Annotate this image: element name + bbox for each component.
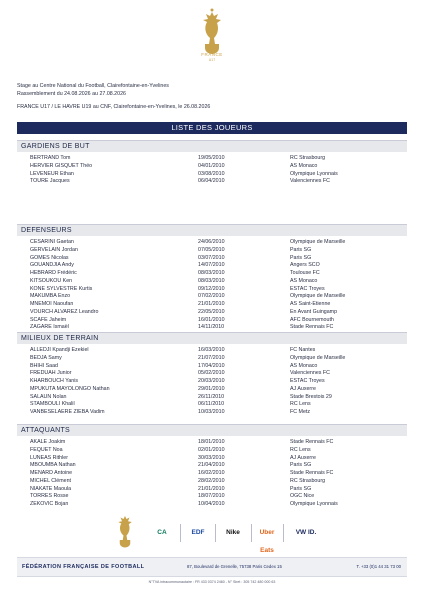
player-name: CESARINI Gaetan <box>30 239 74 245</box>
player-birthdate: 29/01/2010 <box>198 385 225 392</box>
player-club: AJ Auxerre <box>290 454 316 461</box>
player-birthdate: 10/03/2010 <box>198 409 225 415</box>
player-birthdate: 07/02/2010 <box>198 293 225 300</box>
section-header: MILIEUX DE TERRAIN <box>17 332 407 344</box>
player-name: HERVIER GISQUET Théo <box>30 162 93 169</box>
player-name: MICHEL Clément <box>30 477 72 484</box>
player-birthdate: 08/03/2010 <box>198 277 225 284</box>
federation-phone: T. +33 (0)1 44 31 73 00 <box>356 564 401 569</box>
rooster-icon <box>113 513 137 549</box>
player-name: MAKUMBA Enzo <box>30 293 71 300</box>
player-club: AFC Bournemouth <box>290 316 334 323</box>
player-name: AKALE Joakim <box>30 439 66 445</box>
player-birthdate: 26/11/2010 <box>198 393 225 400</box>
player-name: MBOUMBA Nathan <box>30 462 76 469</box>
player-club: OGC Nice <box>290 493 315 500</box>
sponsor-divider <box>215 524 216 542</box>
sponsor-divider <box>180 524 181 542</box>
player-birthdate: 22/05/2010 <box>198 308 225 315</box>
player-club: AS Saint-Etienne <box>290 301 331 307</box>
player-club: Olympique de Marseille <box>290 354 346 361</box>
player-birthdate: 21/04/2010 <box>198 462 225 469</box>
player-club: Stade Rennais FC <box>290 470 334 476</box>
player-birthdate: 16/02/2010 <box>198 470 225 476</box>
player-birthdate: 28/02/2010 <box>198 477 225 484</box>
player-birthdate: 16/01/2010 <box>198 316 225 323</box>
player-name: GOMES Nicolas <box>30 254 69 261</box>
player-birthdate: 18/01/2010 <box>198 439 225 445</box>
player-club: ESTAC Troyes <box>290 285 325 292</box>
player-club: RC Lens <box>290 446 311 453</box>
player-birthdate: 09/12/2010 <box>198 285 225 292</box>
section-header: GARDIENS DE BUT <box>17 140 407 152</box>
sponsor-divider <box>251 524 252 542</box>
player-club: RC Strasbourg <box>290 477 326 484</box>
player-birthdate: 03/07/2010 <box>198 254 225 261</box>
player-club: FC Metz <box>290 409 311 415</box>
player-club: RC Strasbourg <box>290 155 326 161</box>
player-club: Paris SG <box>290 254 312 261</box>
player-club: AJ Auxerre <box>290 385 316 392</box>
player-name: BHIHI Saad <box>30 362 58 369</box>
player-name: KHARBOUCH Yanis <box>30 378 79 384</box>
stage-line: Stage au Centre National du Football, Clairefontaine-en-Yvelines <box>17 83 169 89</box>
player-name: BERTRAND Tom <box>30 155 71 161</box>
player-birthdate: 06/11/2010 <box>198 401 225 408</box>
section-header: DEFENSEURS <box>17 224 407 236</box>
player-birthdate: 30/03/2010 <box>198 454 225 461</box>
player-name: KITSOUKOU Ken <box>30 277 73 284</box>
player-name: ZEKOVIC Bojan <box>30 501 69 507</box>
player-birthdate: 18/07/2010 <box>198 493 225 500</box>
sponsor-logo: CA <box>157 529 167 536</box>
player-club: RC Lens <box>290 401 311 408</box>
player-name: MNEMOI Naoufan <box>30 301 74 307</box>
player-name: FEQUET Noa <box>30 446 63 453</box>
player-name: LEVENEUR Ethan <box>30 170 74 177</box>
player-name: LUNEAS Rithler <box>30 454 68 461</box>
player-name: NIAKATE Maoula <box>30 485 72 492</box>
fff-crest-footer-logo <box>113 513 137 549</box>
player-birthdate: 06/04/2010 <box>198 178 225 185</box>
player-name: GOUANDJIA Andy <box>30 262 74 269</box>
player-name: ALLEDJI Kpandji Ezekiel <box>30 347 89 353</box>
player-birthdate: 20/03/2010 <box>198 378 225 384</box>
player-club: AS Monaco <box>290 162 318 169</box>
player-club: AS Monaco <box>290 277 318 284</box>
player-birthdate: 07/05/2010 <box>198 246 225 253</box>
player-name: TOURE Jacques <box>30 178 70 185</box>
player-name: VOURCH ALVAREZ Leandro <box>30 308 99 315</box>
player-birthdate: 02/01/2010 <box>198 446 225 453</box>
sponsor-divider <box>283 524 284 542</box>
federation-name: FÉDÉRATION FRANÇAISE DE FOOTBALL <box>22 564 145 570</box>
sponsor-logo: Uber Eats <box>259 529 275 554</box>
player-birthdate: 08/03/2010 <box>198 270 225 276</box>
player-club: Toulouse FC <box>290 270 320 276</box>
player-club: AS Monaco <box>290 362 318 369</box>
player-club: Angers SCO <box>290 262 320 269</box>
player-birthdate: 17/04/2010 <box>198 362 225 369</box>
player-birthdate: 14/07/2010 <box>198 262 225 269</box>
player-birthdate: 14/11/2010 <box>198 324 225 331</box>
player-name: HEBRARD Frédéric <box>30 270 77 276</box>
player-birthdate: 10/04/2010 <box>198 501 225 507</box>
crest-label: FRANCE <box>201 52 223 57</box>
player-birthdate: 03/08/2010 <box>198 170 225 177</box>
player-name: MPUKUTA MAYOLONGO Nathan <box>30 385 110 392</box>
footer-bar <box>17 557 407 577</box>
player-name: KONE SYLVESTRE Kurtis <box>30 285 93 292</box>
list-title-banner: LISTE DES JOUEURS <box>17 122 407 134</box>
match-line: FRANCE U17 / LE HAVRE U19 au CNF, Clairefontaine-en-Yvelines, le 26.08.2026 <box>17 104 211 110</box>
player-birthdate: 16/03/2010 <box>198 347 225 353</box>
player-name: STAMBOULI Khalil <box>30 401 75 408</box>
player-name: FREDUAH Junior <box>30 370 72 377</box>
player-name: BEDJA Samy <box>30 354 62 361</box>
player-row <box>0 408 424 416</box>
gathering-line: Rassemblement du 24.08.2026 au 27.08.2026 <box>17 91 126 97</box>
player-row <box>0 177 424 185</box>
player-club: En Avant Guingamp <box>290 308 338 315</box>
player-club: ESTAC Troyes <box>290 378 325 384</box>
sponsor-logo: VW ID. <box>295 529 317 536</box>
player-name: MENARD Antoine <box>30 470 73 476</box>
sponsor-logo: Nike <box>226 529 240 536</box>
player-row <box>0 323 424 331</box>
player-club: Stade Brestois 29 <box>290 393 332 400</box>
player-birthdate: 21/01/2010 <box>198 485 225 492</box>
player-club: Olympique Lyonnais <box>290 501 338 507</box>
player-club: Olympique Lyonnais <box>290 170 338 177</box>
player-birthdate: 04/01/2010 <box>198 162 225 169</box>
player-row <box>0 500 424 508</box>
player-name: ZAGARE Ismaël <box>30 324 69 331</box>
player-club: Stade Rennais FC <box>290 324 334 331</box>
player-club: FC Nantes <box>290 347 316 353</box>
player-birthdate: 19/05/2010 <box>198 155 225 161</box>
player-name: SCAFE Jaheim <box>30 316 67 323</box>
player-birthdate: 21/07/2010 <box>198 354 225 361</box>
player-name: VANBESELAERE ZIEBA Vadim <box>30 409 105 415</box>
player-club: Olympique de Marseille <box>290 293 346 300</box>
rooster-icon <box>197 8 227 56</box>
player-club: Paris SG <box>290 485 312 492</box>
player-club: Paris SG <box>290 462 312 469</box>
section-header: ATTAQUANTS <box>17 424 407 436</box>
player-name: TORRES Rosse <box>30 493 69 500</box>
player-club: Paris SG <box>290 246 312 253</box>
player-club: Stade Rennais FC <box>290 439 334 445</box>
player-birthdate: 05/02/2010 <box>198 370 225 377</box>
player-club: Valenciennes FC <box>290 178 330 185</box>
player-club: Valenciennes FC <box>290 370 330 377</box>
player-name: GERVELAIN Jordan <box>30 246 78 253</box>
player-club: Olympique de Marseille <box>290 239 346 245</box>
player-birthdate: 21/01/2010 <box>198 301 225 307</box>
player-name: SALAUN Nolan <box>30 393 67 400</box>
federation-address: 87, Boulevard de Grenelle, 75738 Paris Cedex 15 <box>187 564 282 569</box>
player-birthdate: 24/06/2010 <box>198 239 225 245</box>
sponsor-logo: EDF <box>191 529 205 536</box>
legal-line: N°TVA intracommunautaire : FR 433 0374 2460 - N° Siret : 305 742 480 000 63 <box>148 580 276 584</box>
crest-sub-label: U17 <box>208 58 216 62</box>
